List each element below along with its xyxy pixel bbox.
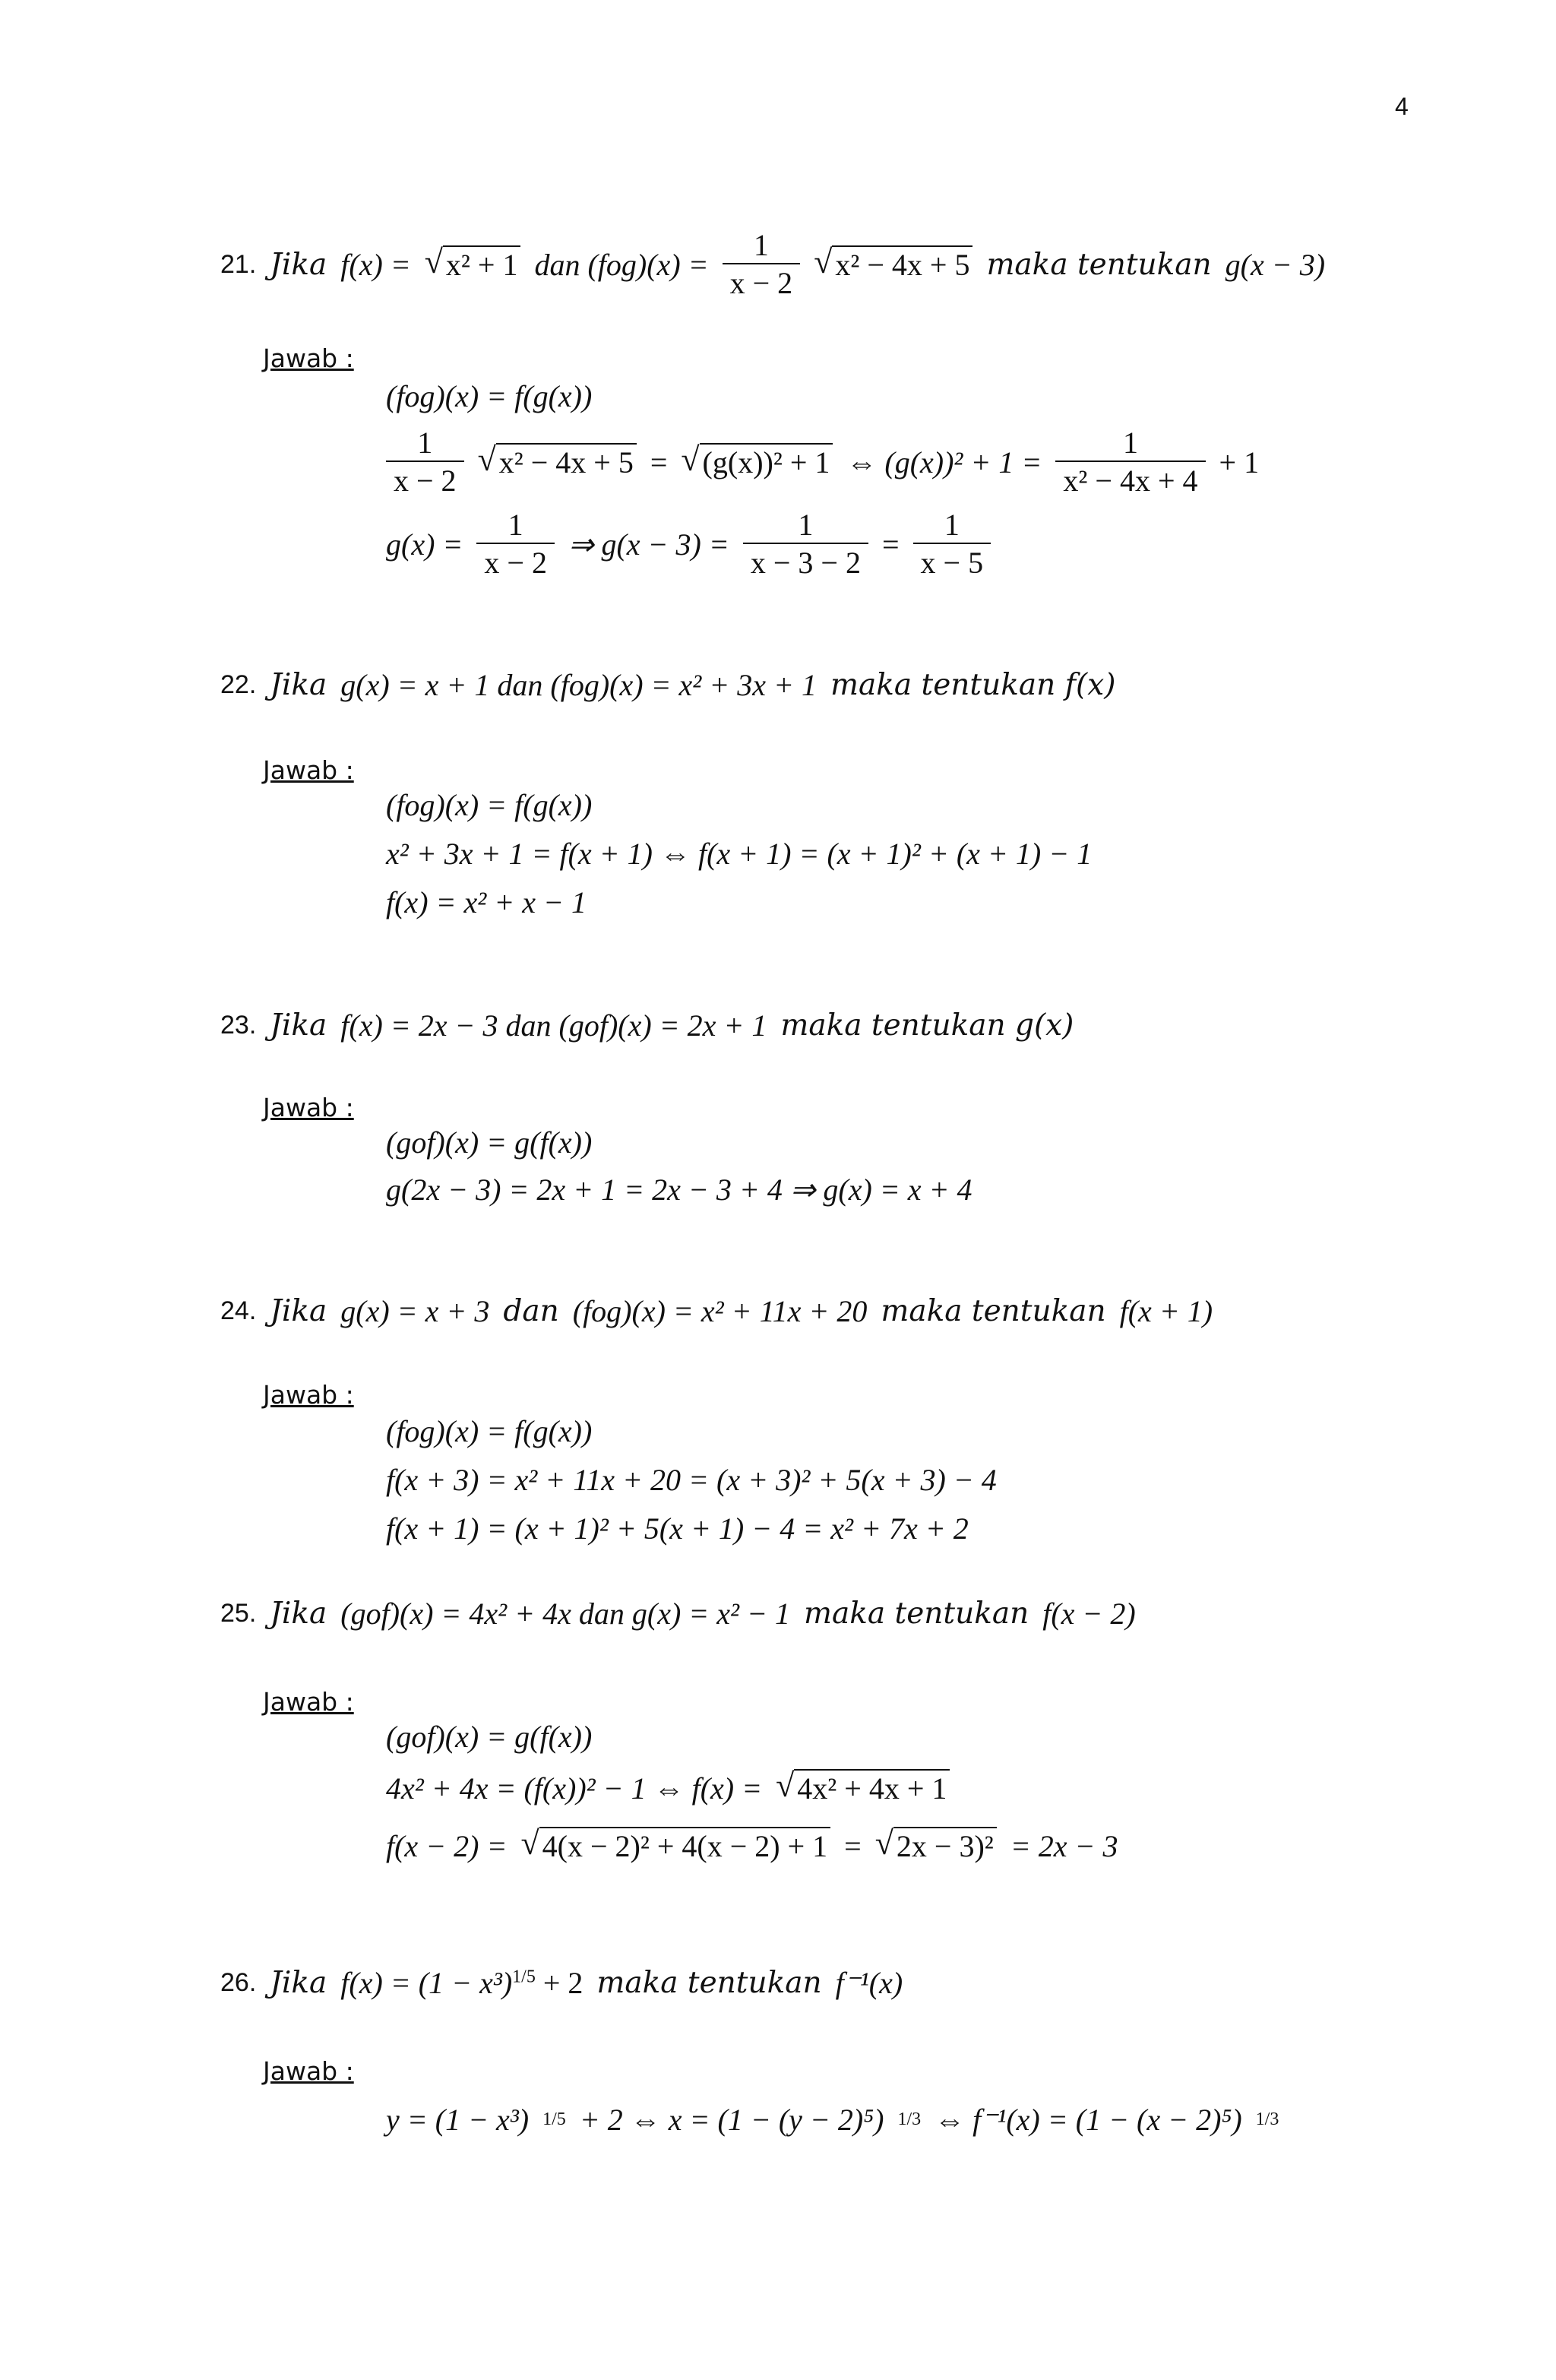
sqrt-expression: √ 4(x − 2)² + 4(x − 2) + 1 bbox=[521, 1827, 831, 1865]
answer-line: f(x) = x² + x − 1 bbox=[386, 885, 587, 919]
jika-label: Jika bbox=[270, 668, 327, 702]
fraction: $\frac{1}{x - 3 - 2}$ bbox=[743, 508, 868, 581]
sqrt-expression: √ x² − 4x + 5 bbox=[478, 443, 637, 481]
answer-line: (fog)(x) = f(g(x)) bbox=[386, 788, 593, 822]
math-text: ⇔ (g(x))² + 1 = bbox=[846, 445, 1042, 479]
maka-tentukan-label: maka tentukan f(x) bbox=[830, 668, 1116, 702]
sqrt-expression: √ (g(x))² + 1 bbox=[681, 443, 833, 481]
answer-line: f(x + 1) = (x + 1)² + 5(x + 1) − 4 = x² + 7x + 2 bbox=[386, 1511, 969, 1546]
maka-tentukan-label: maka tentukan bbox=[881, 1294, 1106, 1328]
jawab-label: Jawab : bbox=[263, 2056, 354, 2086]
answer-line bbox=[386, 508, 991, 581]
jawab-label: Jawab : bbox=[263, 755, 354, 785]
math-text: = 2x − 3 bbox=[1010, 1828, 1118, 1863]
math-text: g(x) = x + 3 bbox=[340, 1294, 490, 1328]
jawab-label: Jawab : bbox=[263, 1093, 354, 1122]
math-text: g(x − 3) bbox=[1225, 247, 1326, 282]
math-text: $f(x) = (1 - x^3)^{1/5} + 2$ bbox=[340, 1966, 584, 2000]
jika-label: Jika bbox=[270, 1294, 327, 1328]
math-text: f(x) = 2x − 3 dan (gof)(x) = 2x + 1 bbox=[340, 1008, 767, 1043]
problem-number: 24. bbox=[220, 1296, 257, 1325]
answer-line: (fog)(x) = f(g(x)) bbox=[386, 379, 593, 413]
math-text: f⁻¹(x) bbox=[835, 1966, 903, 2000]
problem-number: 26. bbox=[220, 1968, 257, 1997]
sqrt-expression: √ 2x − 3)² bbox=[875, 1827, 997, 1865]
sqrt-expression: √ 4x² + 4x + 1 bbox=[776, 1769, 950, 1807]
maka-tentukan-label: maka tentukan bbox=[804, 1597, 1029, 1631]
math-text: f(x − 2) = bbox=[386, 1828, 508, 1863]
math-text: g(x) = bbox=[386, 527, 463, 562]
problem-26-question bbox=[220, 1965, 903, 2001]
math-text: 4x² + 4x = (f(x))² − 1 ⇔ f(x) = bbox=[386, 1771, 763, 1806]
problem-22-question bbox=[220, 667, 1115, 703]
maka-tentukan-label: maka tentukan g(x) bbox=[780, 1008, 1074, 1043]
jawab-label: Jawab : bbox=[263, 343, 354, 373]
maka-tentukan-label: maka tentukan bbox=[596, 1966, 822, 2000]
dan-label: dan bbox=[503, 1294, 559, 1328]
math-text: ⇒ g(x − 3) = bbox=[568, 527, 729, 562]
answer-line: f(x + 3) = x² + 11x + 20 = (x + 3)² + 5(x + 3) − 4 bbox=[386, 1463, 997, 1497]
maka-tentukan-label: maka tentukan bbox=[986, 247, 1212, 282]
jawab-label: Jawab : bbox=[263, 1380, 354, 1410]
jawab-label: Jawab : bbox=[263, 1687, 354, 1717]
math-text: dan (fog)(x) = bbox=[534, 247, 709, 282]
answer-line: (gof)(x) = g(f(x)) bbox=[386, 1125, 593, 1160]
problem-number: 21. bbox=[220, 249, 257, 279]
fraction: $\frac{1}{x - 5}$ bbox=[913, 508, 991, 581]
answer-line bbox=[386, 426, 1259, 498]
problem-21-question bbox=[220, 228, 1325, 301]
problem-number: 25. bbox=[220, 1599, 257, 1628]
problem-number: 22. bbox=[220, 670, 257, 699]
jika-label: Jika bbox=[270, 1008, 327, 1043]
answer-line: y = (1 − x³) 1/5 + 2 ⇔ x = (1 − (y − 2)⁵) 1/3 ⇔ f⁻¹(x) = (1 − (x − 2)⁵) 1/3 bbox=[386, 2103, 1279, 2137]
math-text: f(x + 1) bbox=[1119, 1294, 1213, 1328]
math-text: = bbox=[881, 527, 900, 562]
math-text: = bbox=[650, 445, 668, 479]
fraction: $\frac{1}{\text{x² − 4x + 4}}$ bbox=[1055, 426, 1205, 498]
math-text: (fog)(x) = x² + 11x + 20 bbox=[572, 1294, 868, 1328]
fraction: $\frac{1}{x - 2}$ bbox=[476, 508, 555, 581]
answer-line: (fog)(x) = f(g(x)) bbox=[386, 1414, 593, 1448]
math-text: f(x) = bbox=[340, 247, 411, 282]
problem-number: 23. bbox=[220, 1011, 257, 1040]
sqrt-expression: √ x² − 4x + 5 bbox=[814, 245, 972, 283]
answer-line: (gof)(x) = g(f(x)) bbox=[386, 1720, 593, 1754]
answer-line: x² + 3x + 1 = f(x + 1) ⇔ f(x + 1) = (x + 1)² + (x + 1) − 1 bbox=[386, 837, 1093, 871]
problem-25-question bbox=[220, 1596, 1136, 1632]
problem-24-question bbox=[220, 1293, 1213, 1329]
sqrt-expression: √ x² + 1 bbox=[425, 245, 521, 283]
math-text: = bbox=[844, 1828, 862, 1863]
jika-label: Jika bbox=[270, 1597, 327, 1631]
math-text: g(x) = x + 1 dan (fog)(x) = x² + 3x + 1 bbox=[340, 668, 818, 702]
answer-line bbox=[386, 1827, 1118, 1865]
page-number: 4 bbox=[1395, 93, 1409, 120]
math-text: + 1 bbox=[1219, 445, 1260, 479]
jika-label: Jika bbox=[270, 1966, 327, 2000]
answer-line: g(2x − 3) = 2x + 1 = 2x − 3 + 4 ⇒ g(x) = x + 4 bbox=[386, 1173, 972, 1207]
answer-line bbox=[386, 1769, 950, 1807]
jika-label: Jika bbox=[270, 247, 327, 282]
fraction: $\frac{1}{x - 2}$ bbox=[386, 426, 464, 498]
math-text: (gof)(x) = 4x² + 4x dan g(x) = x² − 1 bbox=[340, 1597, 791, 1631]
math-text: f(x − 2) bbox=[1042, 1597, 1136, 1631]
problem-23-question bbox=[220, 1008, 1074, 1043]
fraction: $\frac{1}{x - 2}$ bbox=[723, 228, 801, 301]
